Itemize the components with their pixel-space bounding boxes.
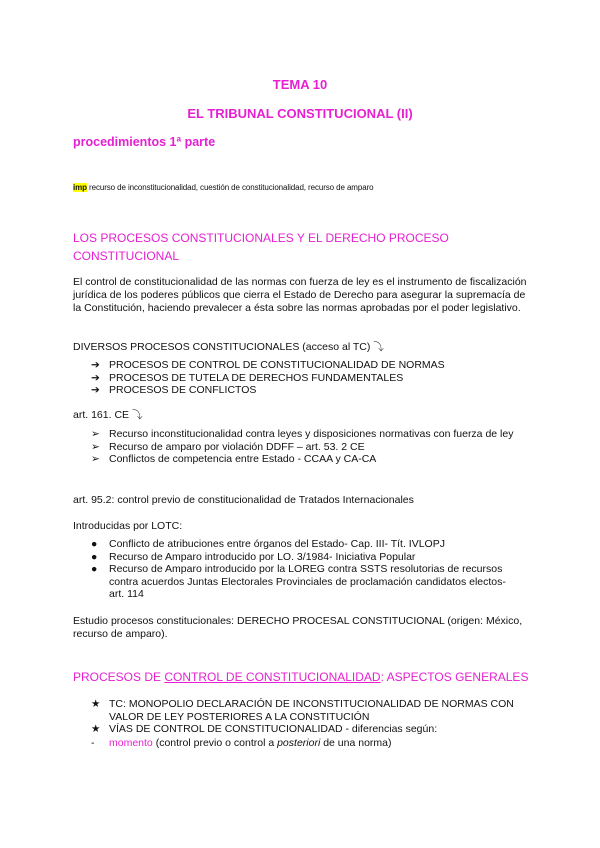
list-item [91, 359, 531, 372]
procesos-list [91, 359, 531, 397]
art161-list [91, 428, 521, 466]
arrow-icon: ➔ [91, 384, 100, 396]
heading-underlined-part: CONTROL DE CONSTITUCIONALIDAD [164, 670, 381, 684]
arrowhead-icon: ➢ [91, 428, 100, 440]
arrow-icon: ➔ [91, 371, 100, 384]
page-title: EL TRIBUNAL CONSTITUCIONAL (II) [187, 106, 413, 121]
momento-text: de una norma) [320, 737, 392, 749]
key-terms-text: recurso de inconstitucionalidad, cuestión de constitucionalidad, recurso de amparo [86, 183, 374, 192]
list-item [91, 563, 521, 601]
list-item [91, 428, 521, 441]
lotc-label: Introducidas por LOTC: [73, 520, 183, 532]
list-item [91, 698, 521, 723]
list-item-text: TC: MONOPOLIO DECLARACIÓN DE INCONSTITUCIONALIDAD DE NORMAS CON VALOR DE LEY POSTERIORES A LA CONSTITUCIÓN [109, 698, 514, 723]
bullet-dot-icon: ● [91, 538, 98, 550]
star-icon: ★ [91, 698, 101, 710]
momento-keyword: momento [109, 737, 153, 749]
section-heading-control [73, 668, 533, 686]
momento-text: (control previo o control a [152, 737, 278, 749]
art95-line: art. 95.2: control previo de constitucionalidad de Tratados Internacionales [73, 494, 414, 506]
imp-highlight-tag: imp [73, 183, 87, 192]
momento-item [91, 737, 392, 750]
list-item-text: VÍAS DE CONTROL DE CONSTITUCIONALIDAD - diferencias según: [109, 723, 438, 735]
momento-italic: posteriori [277, 737, 321, 749]
lotc-list [91, 538, 521, 601]
arrowhead-icon: ➢ [91, 453, 100, 465]
estudio-paragraph: Estudio procesos constitucionales: DERECHO PROCESAL CONSTITUCIONAL (origen: México, recurso de amparo). [73, 615, 523, 640]
star-icon: ★ [91, 723, 101, 735]
bullet-dot-icon: ● [91, 550, 98, 563]
heading-part: : ASPECTOS GENERALES [380, 670, 529, 684]
intro-paragraph: El control de constitucionalidad de las normas con fuerza de ley es el instrumento de fiscalización jurídica de los poderes públicos que cierra el Estado de Derecho para asegurar la supremacía de la Constitución, haciendo prevalecer a ésta sobre las normas aprobadas por el poder legislativo. [73, 276, 527, 314]
list-item [91, 372, 531, 385]
control-star-list [91, 698, 521, 736]
list-item-text: Recurso inconstitucionalidad contra leyes y disposiciones normativas con fuerza de ley [109, 428, 514, 440]
section-heading-procesos: LOS PROCESOS CONSTITUCIONALES Y EL DERECHO PROCESO CONSTITUCIONAL [73, 231, 449, 263]
bullet-dot-icon: ● [91, 563, 98, 575]
diversos-label: DIVERSOS PROCESOS CONSTITUCIONALES (acceso al TC) ⤵ [73, 341, 384, 353]
list-item-text: Recurso de Amparo introducido por LO. 3/1984- Iniciativa Popular [109, 550, 416, 563]
list-item-text: Recurso de Amparo introducido por la LOREG contra SSTS resolutorias de recursos contra acuerdos Juntas Electorales Provinciales de proclamación candidatos electos- art. 114 [109, 563, 506, 600]
arrowhead-icon: ➢ [91, 440, 100, 453]
page-subtitle: procedimientos 1ª parte [73, 135, 216, 149]
list-item-text: Conflictos de competencia entre Estado - CCAA y CA-CA [109, 453, 377, 465]
list-item-text: Conflicto de atribuciones entre órganos del Estado- Cap. III- Tít. IVLOPJ [109, 538, 445, 550]
arrow-icon: ➔ [91, 359, 100, 371]
art161-label: art. 161. CE ⤵ [73, 409, 143, 421]
list-item-text: PROCESOS DE CONFLICTOS [109, 384, 257, 396]
key-terms-line [73, 183, 373, 192]
list-item [91, 538, 521, 551]
list-item [91, 723, 521, 736]
list-item-text: PROCESOS DE CONTROL DE CONSTITUCIONALIDAD DE NORMAS [109, 359, 445, 371]
list-item-text: PROCESOS DE TUTELA DE DERECHOS FUNDAMENTALES [109, 371, 404, 384]
list-item [91, 441, 521, 454]
list-item [91, 551, 521, 564]
list-item [91, 453, 521, 466]
tema-number: TEMA 10 [272, 77, 328, 92]
list-item-text: Recurso de amparo por violación DDFF – art. 53. 2 CE [109, 440, 365, 453]
dash-icon: - [91, 737, 95, 749]
list-item [91, 384, 531, 397]
heading-part: PROCESOS DE [73, 670, 165, 684]
